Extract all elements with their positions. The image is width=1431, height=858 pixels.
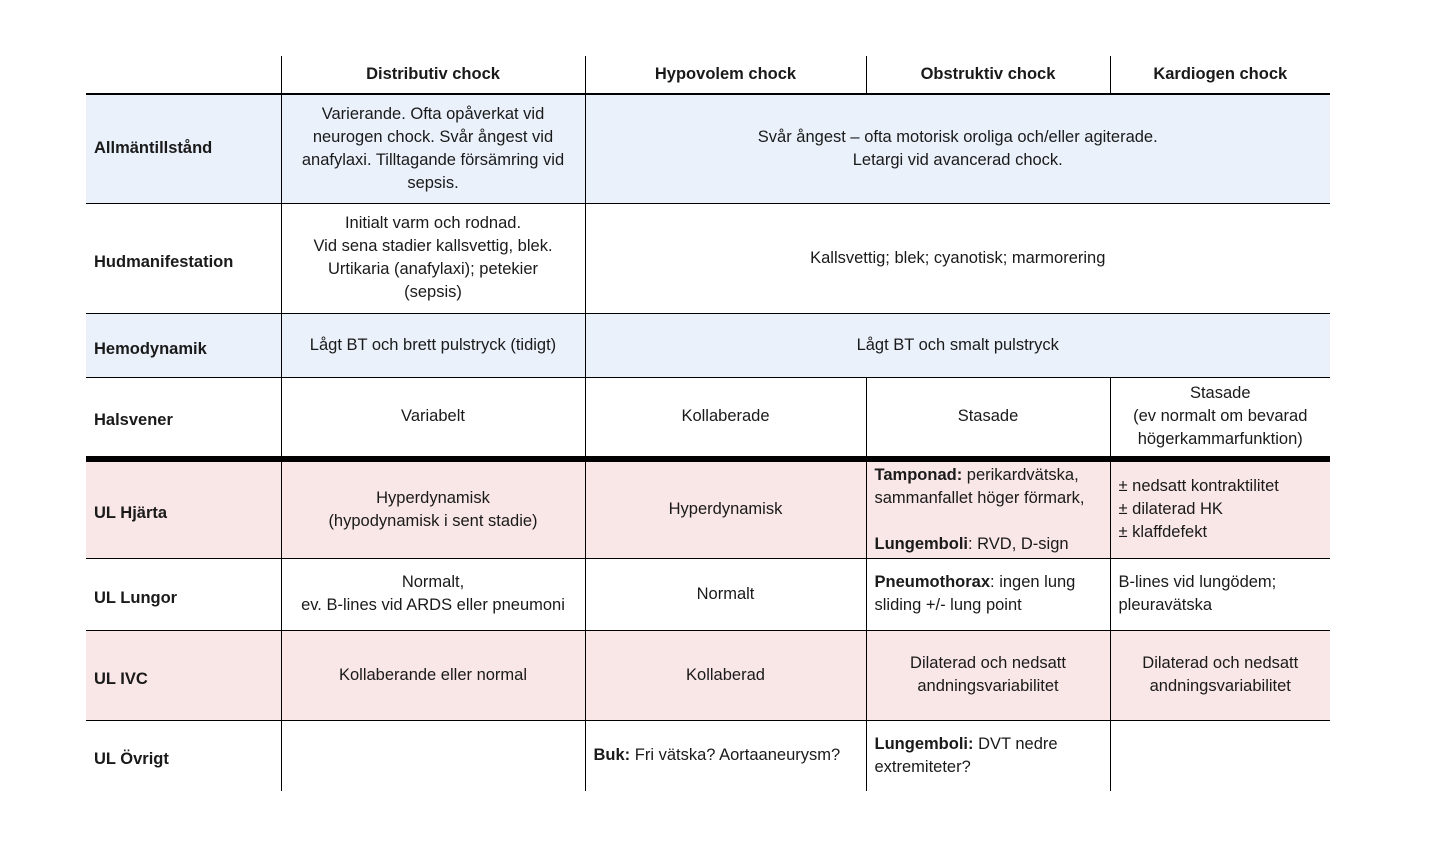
pneumothorax-text: : ingen lung (990, 573, 1076, 591)
cell-line: Urtikaria (anafylaxi); petekier (328, 260, 538, 278)
cell-line: Letargi vid avancerad chock. (852, 150, 1063, 169)
row-label-text: Allmäntillstånd (94, 139, 213, 158)
header-row (86, 56, 1330, 94)
cell-text: Kallsvettig; blek; cyanotisk; marmorering (810, 248, 1106, 267)
cell-distributiv (281, 558, 585, 630)
cell-line: Dilaterad och nedsatt (1142, 654, 1299, 672)
cell-distributiv (281, 630, 585, 720)
cell-text: Lågt BT och smalt pulstryck (856, 335, 1059, 354)
cell-line: (sepsis) (404, 283, 462, 301)
row-ul-lungor (86, 558, 1330, 630)
cell-line: ± nedsatt kontraktilitet (1118, 477, 1279, 496)
pneumothorax-label: Pneumothorax (874, 573, 991, 591)
lungemboli-text: DVT nedre (973, 734, 1058, 753)
cell-distributiv (281, 94, 585, 203)
row-label (86, 459, 281, 558)
cell-text: Stasade (957, 407, 1019, 426)
row-label-text: UL Hjärta (94, 504, 168, 523)
lungemboli-label: Lungemboli (874, 534, 968, 553)
cell-obstruktiv (866, 720, 1110, 791)
cell-line: Normalt, (401, 573, 465, 591)
cell-line: Initialt varm och rodnad. (344, 214, 522, 232)
cell-line (875, 464, 1102, 487)
cell-obstruktiv (866, 558, 1110, 630)
row-label (86, 558, 281, 630)
lungemboli-text: : RVD, D-sign (968, 534, 1069, 553)
cell-line (875, 533, 1102, 556)
buk-text: Fri vätska? Aortaaneurysm? (630, 746, 841, 765)
cell-distributiv (281, 459, 585, 558)
cell-line: sliding +/- lung point (874, 596, 1022, 614)
row-ul-ovrigt (86, 720, 1330, 791)
row-label (86, 203, 281, 313)
row-halsvener (86, 377, 1330, 459)
cell-line: andningsvariabilitet (1149, 677, 1291, 695)
row-label (86, 720, 281, 791)
cell-distributiv (281, 313, 585, 377)
cell-line: Dilaterad och nedsatt (910, 654, 1066, 672)
cell-line: Hyperdynamisk (376, 488, 490, 507)
cell-line: Varierande. Ofta opåverkat vid (321, 104, 545, 123)
cell-line: extremiteter? (874, 757, 971, 776)
cell-obstruktiv (866, 459, 1110, 558)
header-kardiogen: Kardiogen chock (1110, 56, 1330, 94)
cell-line: anafylaxi. Tilltagande försämring vid (301, 150, 565, 169)
cell-text: Lågt BT och brett pulstryck (tidigt) (309, 335, 557, 354)
cell-kardiogen (1110, 377, 1330, 459)
tamponad-label: Tamponad: (874, 465, 963, 484)
header-hypovolem: Hypovolem chock (585, 56, 866, 94)
cell-line: ev. B-lines vid ARDS eller pneumoni (301, 596, 565, 614)
cell-hypovolem (585, 630, 866, 720)
row-allmantillstand (86, 94, 1330, 203)
row-hudmanifestation (86, 203, 1330, 313)
row-label (86, 630, 281, 720)
row-label-text: UL Lungor (94, 588, 178, 607)
cell-hypovolem (585, 720, 866, 791)
cell-text: Kollaberade (681, 407, 770, 426)
cell-gap (875, 510, 1102, 533)
cell-line: B-lines vid lungödem; (1118, 573, 1277, 591)
cell-kardiogen (1110, 558, 1330, 630)
cell-hypovolem (585, 558, 866, 630)
cell-line: pleuravätska (1118, 596, 1213, 614)
cell-obstruktiv (866, 377, 1110, 459)
cell-kardiogen (1110, 630, 1330, 720)
row-ul-hjarta (86, 459, 1330, 558)
row-label-text: Halsvener (94, 411, 173, 430)
cell-line: andningsvariabilitet (917, 677, 1059, 695)
cell-line: Vid sena stadier kallsvettig, blek. (313, 237, 553, 255)
cell-line: ± klaffdefekt (1118, 523, 1208, 542)
cell-line: (hypodynamisk i sent stadie) (328, 511, 538, 530)
cell-line: ± dilaterad HK (1118, 500, 1223, 519)
cell-shared (585, 203, 1330, 313)
row-label (86, 94, 281, 203)
cell-line (875, 733, 1102, 756)
lungemboli-label: Lungemboli: (874, 734, 974, 753)
cell-hypovolem (585, 459, 866, 558)
row-label-text: UL Övrigt (94, 750, 169, 769)
cell-kardiogen (1110, 720, 1330, 791)
cell-line (875, 571, 1102, 594)
header-obstruktiv: Obstruktiv chock (866, 56, 1110, 94)
buk-label: Buk: (593, 746, 631, 765)
cell-hypovolem (585, 377, 866, 459)
header-distributiv: Distributiv chock (281, 56, 585, 94)
cell-line: högerkammarfunktion) (1137, 430, 1303, 449)
row-hemodynamik (86, 313, 1330, 377)
cell-shared (585, 313, 1330, 377)
cell-obstruktiv (866, 630, 1110, 720)
cell-distributiv (281, 203, 585, 313)
cell-distributiv (281, 720, 585, 791)
cell-kardiogen (1110, 459, 1330, 558)
cell-text: Kollaberande eller normal (338, 665, 528, 684)
cell-text: Normalt (696, 584, 755, 603)
cell-shared (585, 94, 1330, 203)
cell-line: sammanfallet höger förmark, (874, 488, 1085, 507)
tamponad-text: perikardvätska, (962, 465, 1079, 484)
row-label-text: Hemodynamik (94, 339, 207, 358)
row-label (86, 377, 281, 459)
cell-line: (ev normalt om bevarad (1133, 407, 1308, 426)
shock-comparison-table (86, 56, 1330, 791)
row-ul-ivc (86, 630, 1330, 720)
cell-text: Kollaberad (686, 665, 765, 684)
row-label-text: UL IVC (94, 669, 148, 688)
cell-line: Stasade (1189, 384, 1251, 403)
cell-text: Hyperdynamisk (668, 500, 783, 519)
row-label-text: Hudmanifestation (94, 252, 234, 271)
header-corner (86, 56, 281, 94)
cell-text: Variabelt (401, 407, 465, 426)
cell-line: Svår ångest – ofta motorisk oroliga och/eller agiterade. (757, 127, 1158, 146)
row-label (86, 313, 281, 377)
cell-line: neurogen chock. Svår ångest vid (312, 127, 554, 146)
cell-distributiv (281, 377, 585, 459)
cell-line: sepsis. (407, 173, 459, 192)
